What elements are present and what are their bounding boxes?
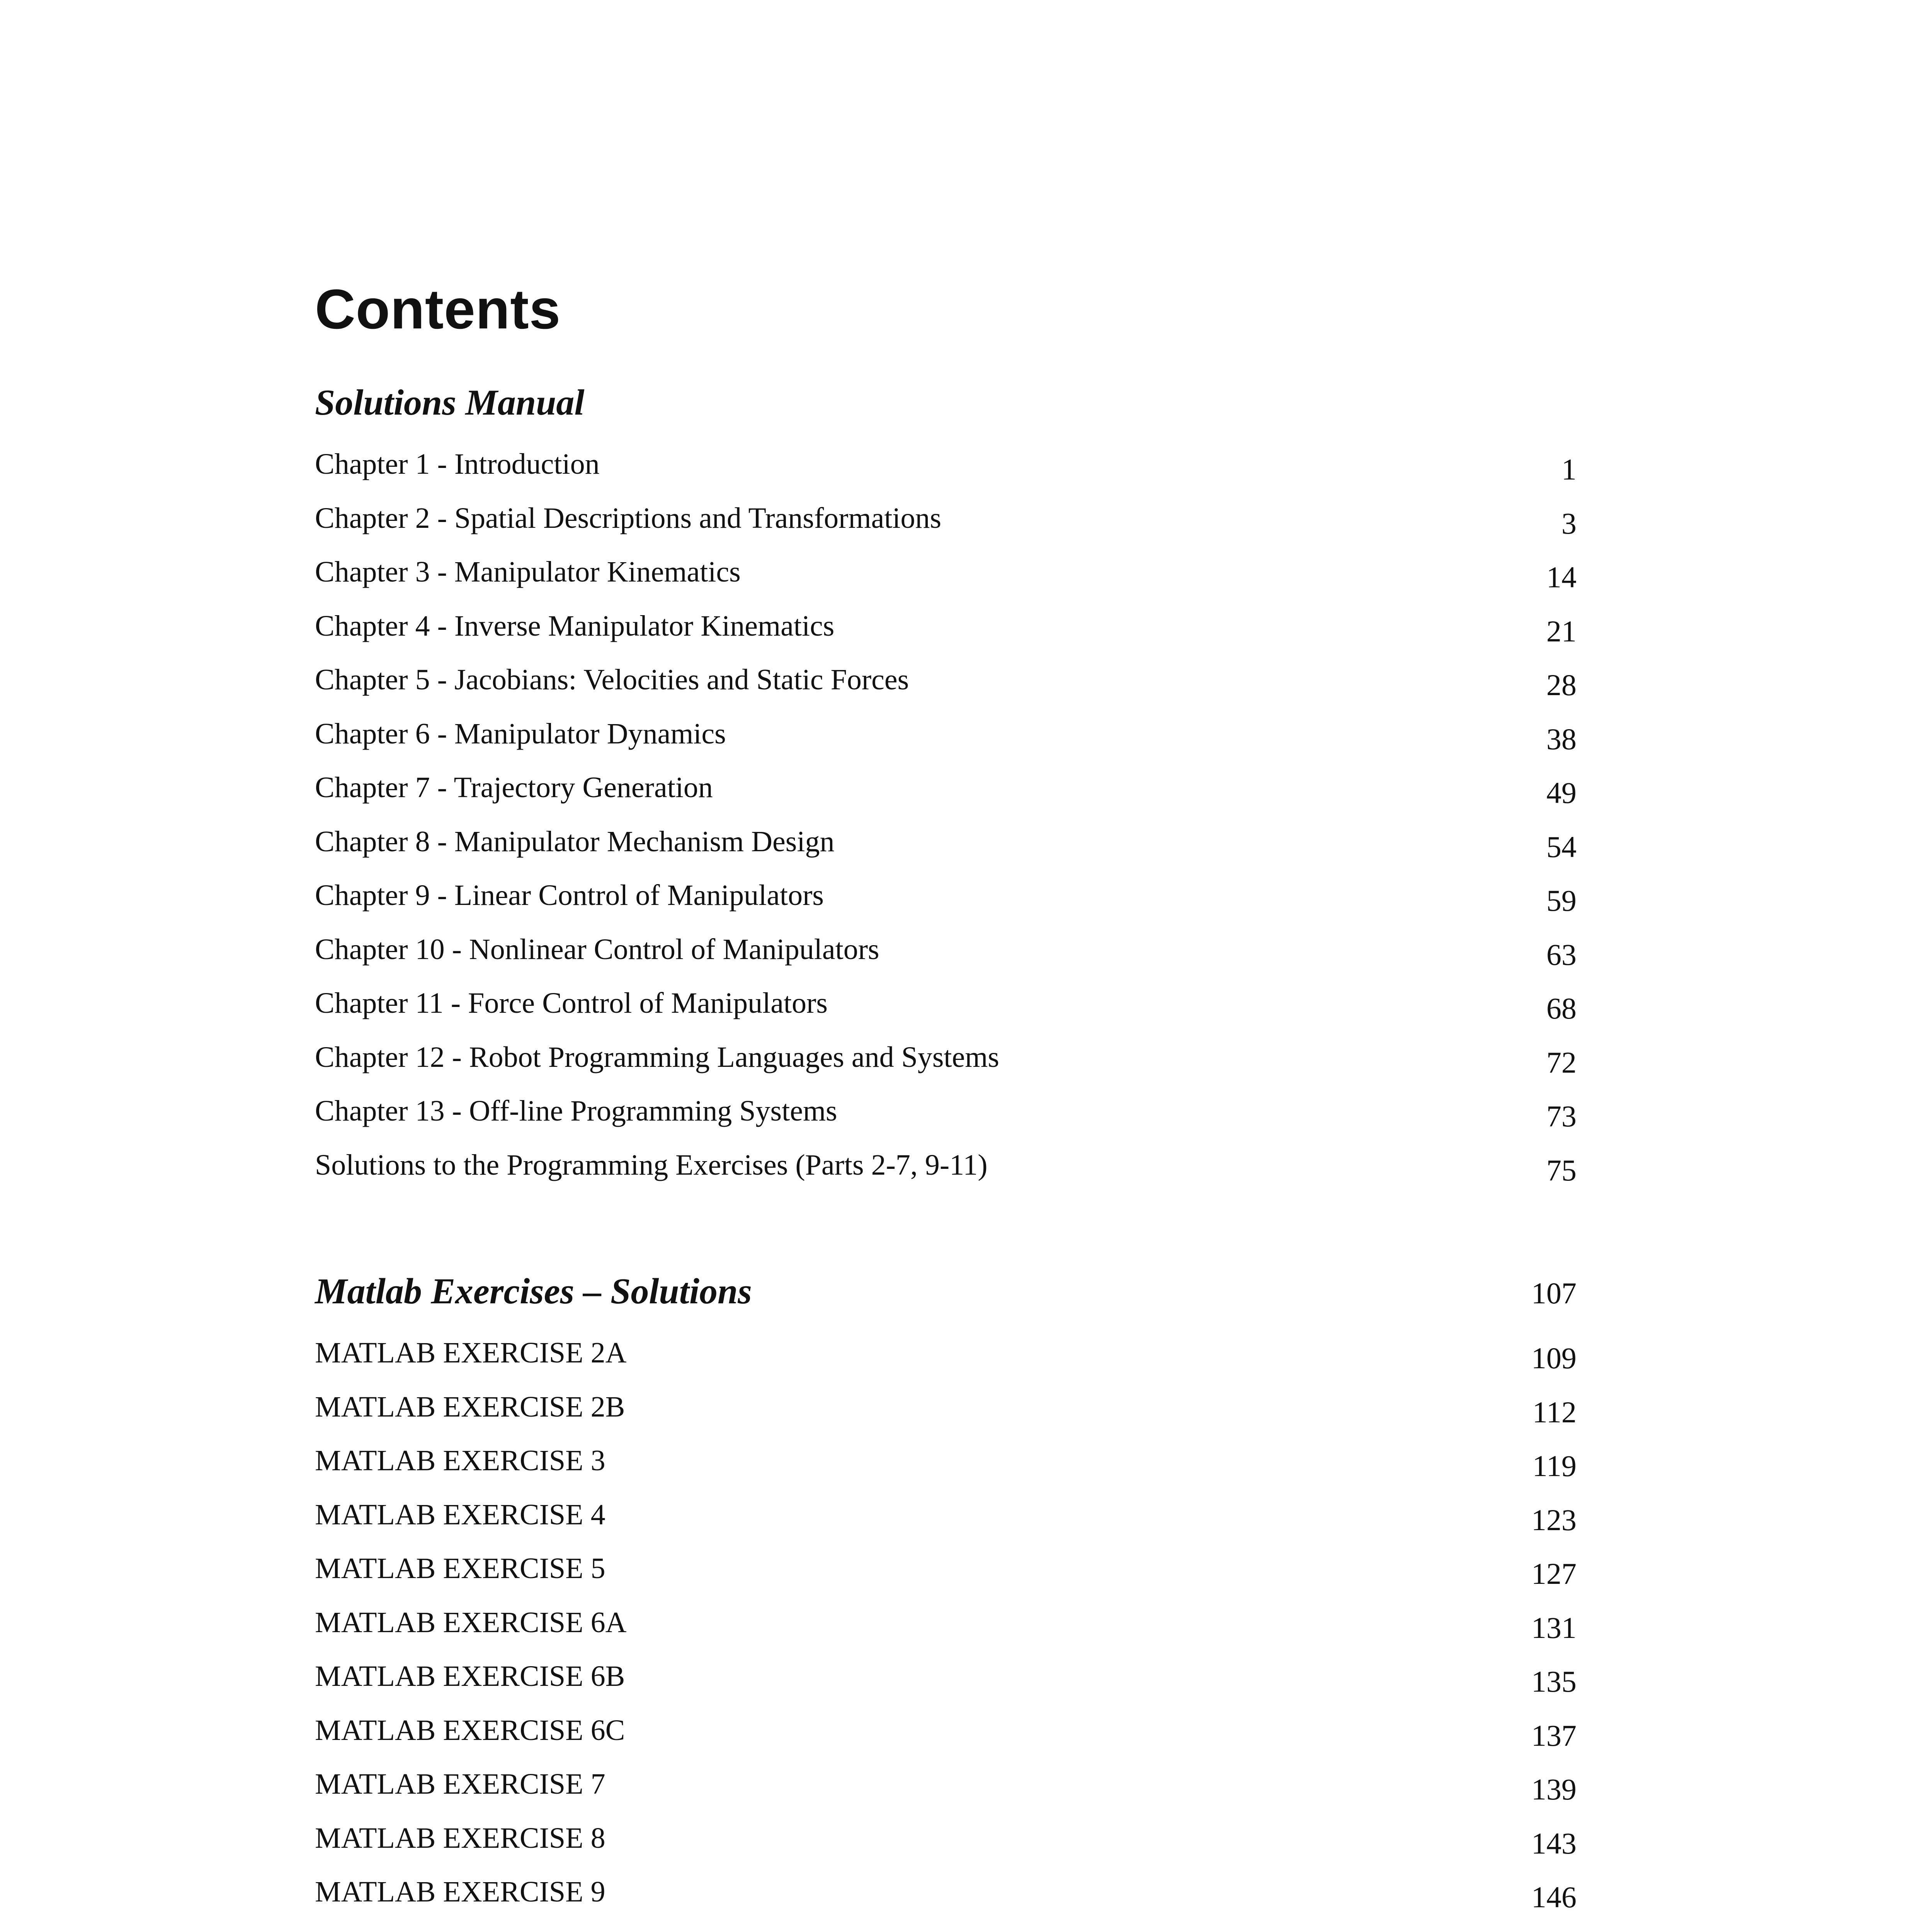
entry-page-number: 59 (1546, 884, 1577, 917)
toc-entry[interactable] (315, 1660, 1577, 1714)
toc-entry[interactable] (315, 1714, 1577, 1769)
toc-entry[interactable] (315, 879, 1577, 934)
entry-label: Solutions to the Programming Exercises (Parts 2-7, 9-11) (315, 1148, 988, 1181)
entry-label: MATLAB EXERCISE 3 (315, 1444, 605, 1477)
toc-entry[interactable] (315, 1149, 1577, 1203)
toc-entry[interactable] (315, 1876, 1577, 1930)
toc-entry[interactable] (315, 772, 1577, 826)
entry-label: MATLAB EXERCISE 6B (315, 1660, 625, 1692)
entry-page-number: 112 (1532, 1395, 1577, 1429)
toc-entry[interactable] (315, 1499, 1577, 1553)
entry-label: MATLAB EXERCISE 7 (315, 1768, 605, 1800)
toc-entry[interactable] (315, 987, 1577, 1041)
entry-label: Chapter 8 - Manipulator Mechanism Design (315, 825, 835, 858)
entry-label: MATLAB EXERCISE 4 (315, 1498, 605, 1531)
section-heading-matlab-exercises[interactable] (315, 1273, 1577, 1310)
toc-entry[interactable] (315, 556, 1577, 610)
toc-entry[interactable] (315, 502, 1577, 556)
entry-label: Chapter 10 - Nonlinear Control of Manipulators (315, 933, 879, 966)
entry-label: Chapter 9 - Linear Control of Manipulators (315, 879, 824, 912)
toc-entry[interactable] (315, 1391, 1577, 1445)
section-page-number: 107 (1531, 1276, 1577, 1310)
entry-label: Chapter 5 - Jacobians: Velocities and Static Forces (315, 663, 909, 696)
toc-entry[interactable] (315, 1095, 1577, 1149)
entry-label: MATLAB EXERCISE 6C (315, 1714, 625, 1747)
entry-label: Chapter 3 - Manipulator Kinematics (315, 556, 741, 588)
page-title: Contents (315, 278, 561, 340)
entry-page-number: 68 (1546, 992, 1577, 1025)
toc-entry[interactable] (315, 1768, 1577, 1822)
entry-page-number: 135 (1531, 1665, 1577, 1698)
entry-label: Chapter 13 - Off-line Programming Systems (315, 1095, 837, 1127)
entry-page-number: 127 (1531, 1557, 1577, 1590)
entry-page-number: 63 (1546, 937, 1577, 971)
entry-page-number: 109 (1531, 1341, 1577, 1375)
toc-list-solutions-manual (315, 448, 1577, 1203)
entry-page-number: 38 (1546, 722, 1577, 756)
entry-page-number: 28 (1546, 668, 1577, 702)
entry-page-number: 49 (1546, 776, 1577, 810)
entry-label: MATLAB EXERCISE 5 (315, 1552, 605, 1585)
entry-label: Chapter 12 - Robot Programming Languages and Systems (315, 1041, 999, 1073)
toc-entry[interactable] (315, 448, 1577, 502)
entry-page-number: 137 (1531, 1718, 1577, 1752)
entry-page-number: 119 (1532, 1449, 1577, 1483)
entry-page-number: 131 (1531, 1611, 1577, 1645)
entry-label: Chapter 11 - Force Control of Manipulators (315, 987, 828, 1019)
entry-page-number: 73 (1546, 1099, 1577, 1133)
entry-label: MATLAB EXERCISE 8 (315, 1821, 605, 1854)
entry-label: Chapter 6 - Manipulator Dynamics (315, 717, 726, 750)
section-heading-label: Matlab Exercises – Solutions (315, 1271, 752, 1311)
entry-page-number: 54 (1546, 830, 1577, 864)
entry-label: Chapter 7 - Trajectory Generation (315, 771, 713, 804)
entry-page-number: 3 (1561, 506, 1577, 540)
entry-page-number: 75 (1546, 1153, 1577, 1187)
section-heading-label: Solutions Manual (315, 383, 585, 423)
entry-page-number: 139 (1531, 1772, 1577, 1806)
toc-entry[interactable] (315, 826, 1577, 880)
toc-entry[interactable] (315, 1553, 1577, 1607)
toc-entry[interactable] (315, 664, 1577, 718)
entry-label: MATLAB EXERCISE 9 (315, 1876, 605, 1908)
toc-entry[interactable] (315, 1337, 1577, 1391)
entry-page-number: 21 (1546, 614, 1577, 648)
entry-label: Chapter 2 - Spatial Descriptions and Transformations (315, 502, 942, 534)
entry-label: MATLAB EXERCISE 2B (315, 1390, 625, 1423)
toc-entry[interactable] (315, 610, 1577, 664)
entry-page-number: 14 (1546, 560, 1577, 594)
entry-page-number: 123 (1531, 1503, 1577, 1537)
toc-entry[interactable] (315, 1607, 1577, 1661)
entry-page-number: 1 (1561, 452, 1577, 486)
entry-page-number: 72 (1546, 1045, 1577, 1079)
entry-label: Chapter 1 - Introduction (315, 448, 600, 480)
toc-entry[interactable] (315, 1445, 1577, 1499)
entry-page-number: 146 (1531, 1880, 1577, 1914)
toc-entry[interactable] (315, 718, 1577, 772)
entry-page-number: 143 (1531, 1826, 1577, 1860)
entry-label: MATLAB EXERCISE 6A (315, 1606, 627, 1639)
toc-entry[interactable] (315, 1822, 1577, 1876)
section-heading-solutions-manual (315, 384, 1577, 421)
toc-entry[interactable] (315, 934, 1577, 988)
toc-list-matlab-exercises (315, 1337, 1577, 1930)
toc-entry[interactable] (315, 1041, 1577, 1095)
entry-label: Chapter 4 - Inverse Manipulator Kinematics (315, 609, 835, 642)
entry-label: MATLAB EXERCISE 2A (315, 1337, 627, 1369)
